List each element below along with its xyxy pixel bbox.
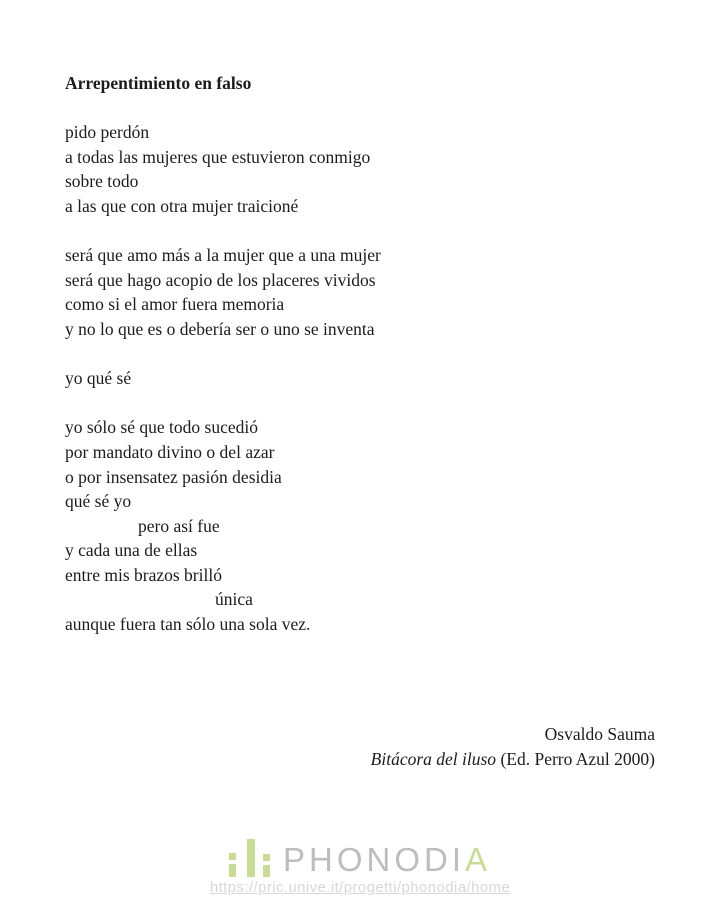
wordmark-gray-part: PHONODI bbox=[282, 841, 465, 878]
poem bbox=[65, 71, 680, 637]
wordmark-green-part: A bbox=[465, 841, 492, 878]
poem-line: a las que con otra mujer traicioné bbox=[65, 195, 299, 216]
poem-line: sobre todo bbox=[65, 171, 139, 192]
equalizer-bars-icon bbox=[229, 839, 270, 877]
phonodia-logo bbox=[0, 837, 720, 878]
stanza bbox=[65, 120, 680, 218]
poem-title: Arrepentimiento en falso bbox=[65, 73, 252, 93]
poem-line: pero así fue bbox=[138, 515, 220, 536]
poem-line: por mandato divino o del azar bbox=[65, 441, 275, 462]
stanza bbox=[65, 366, 680, 391]
attribution-work-title: Bitácora del iluso bbox=[370, 748, 497, 769]
attribution-work bbox=[371, 747, 655, 772]
poem-line: será que amo más a la mujer que a una mujer bbox=[65, 245, 381, 266]
poem-line: pido perdón bbox=[65, 122, 150, 143]
poem-line: será que hago acopio de los placeres vividos bbox=[65, 269, 376, 290]
attribution bbox=[371, 722, 655, 772]
poem-line: como si el amor fuera memoria bbox=[65, 294, 285, 315]
poem-line: entre mis brazos brilló bbox=[65, 564, 222, 585]
phonodia-url-link[interactable]: https://pric.unive.it/progetti/phonodia/home bbox=[209, 879, 511, 896]
poem-line: qué sé yo bbox=[65, 491, 132, 512]
poem-line: yo sólo sé que todo sucedió bbox=[65, 417, 258, 438]
attribution-edition: (Ed. Perro Azul 2000) bbox=[496, 748, 655, 769]
stanza bbox=[65, 415, 680, 636]
stanza bbox=[65, 243, 680, 341]
poem-body bbox=[65, 120, 680, 636]
poem-line: o por insensatez pasión desidia bbox=[65, 466, 282, 487]
poem-line: y cada una de ellas bbox=[65, 540, 198, 561]
phonodia-footer bbox=[0, 837, 720, 897]
attribution-author: Osvaldo Sauma bbox=[544, 724, 655, 744]
poem-line: a todas las mujeres que estuvieron conmigo bbox=[65, 146, 371, 167]
poem-line: única bbox=[215, 589, 253, 610]
poem-line: y no lo que es o debería ser o uno se inventa bbox=[65, 318, 375, 339]
phonodia-wordmark bbox=[283, 842, 491, 878]
poem-line: aunque fuera tan sólo una sola vez. bbox=[65, 614, 311, 635]
poem-line: yo qué sé bbox=[65, 368, 132, 389]
